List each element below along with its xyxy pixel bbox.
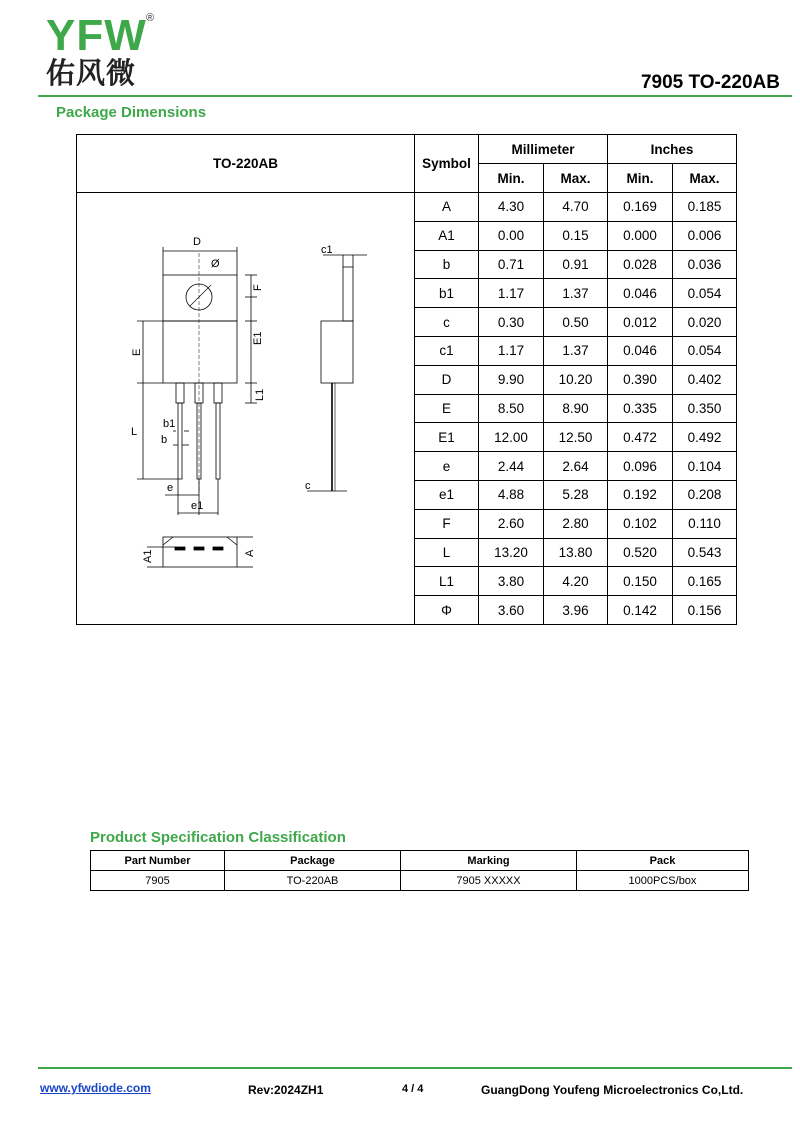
- lead-left: [178, 403, 182, 479]
- dim-mm-min: 0.30: [479, 308, 544, 337]
- dim-mm-max: 1.37: [544, 336, 608, 365]
- dim-mm-max: 4.70: [544, 193, 608, 222]
- dim-in-max: 0.020: [673, 308, 737, 337]
- dim-mm-max: 13.80: [544, 538, 608, 567]
- mm-max-header: Max.: [544, 164, 608, 193]
- label-b1: b1: [163, 418, 176, 430]
- dim-in-min: 0.150: [608, 567, 673, 596]
- dim-symbol: Φ: [415, 596, 479, 625]
- dimensions-table: [76, 134, 737, 625]
- dim-symbol: e1: [415, 480, 479, 509]
- label-A1: A1: [142, 549, 154, 563]
- dim-mm-max: 1.37: [544, 279, 608, 308]
- dim-symbol: c1: [415, 336, 479, 365]
- dim-in-max: 0.036: [673, 250, 737, 279]
- label-E1: E1: [252, 331, 264, 345]
- inches-header: Inches: [608, 135, 737, 164]
- dim-in-max: 0.402: [673, 365, 737, 394]
- dim-mm-min: 8.50: [479, 394, 544, 423]
- dim-in-min: 0.028: [608, 250, 673, 279]
- dim-mm-max: 10.20: [544, 365, 608, 394]
- spec-header-part-number: Part Number: [91, 851, 225, 871]
- spec-classification-title: Product Specification Classification: [90, 829, 346, 846]
- dim-in-min: 0.390: [608, 365, 673, 394]
- label-phi: Ø: [211, 258, 220, 270]
- label-L1: L1: [254, 388, 266, 401]
- dim-mm-max: 0.50: [544, 308, 608, 337]
- dim-mm-min: 1.17: [479, 279, 544, 308]
- spec-header-package: Package: [225, 851, 401, 871]
- dim-mm-min: 13.20: [479, 538, 544, 567]
- company-name: GuangDong Youfeng Microelectronics Co,Ltd.: [481, 1083, 744, 1097]
- label-c: c: [305, 480, 311, 492]
- dim-mm-min: 3.60: [479, 596, 544, 625]
- page-number: 4 / 4: [402, 1083, 424, 1095]
- label-e: e: [167, 482, 174, 494]
- dim-in-max: 0.165: [673, 567, 737, 596]
- spec-header-marking: Marking: [401, 851, 577, 871]
- dim-symbol: E1: [415, 423, 479, 452]
- package-drawing-cell: [77, 193, 415, 625]
- label-D: D: [193, 236, 201, 248]
- dim-mm-min: 2.44: [479, 452, 544, 481]
- body-outline: [163, 321, 237, 383]
- dim-mm-max: 3.96: [544, 596, 608, 625]
- lead-left-wide: [176, 383, 184, 403]
- tab-outline: [163, 275, 237, 321]
- dim-symbol: c: [415, 308, 479, 337]
- dim-mm-min: 0.00: [479, 221, 544, 250]
- dim-mm-min: 12.00: [479, 423, 544, 452]
- dim-in-max: 0.006: [673, 221, 737, 250]
- header-divider: [38, 95, 792, 97]
- bottom-view-body: [163, 537, 237, 567]
- dim-symbol: L1: [415, 567, 479, 596]
- dim-in-min: 0.000: [608, 221, 673, 250]
- dim-in-min: 0.192: [608, 480, 673, 509]
- spec-marking: 7905 XXXXX: [401, 871, 577, 891]
- to220-drawing: [77, 193, 413, 623]
- symbol-header: Symbol: [415, 135, 479, 193]
- millimeter-header: Millimeter: [479, 135, 608, 164]
- dim-in-min: 0.472: [608, 423, 673, 452]
- dim-in-min: 0.012: [608, 308, 673, 337]
- dim-symbol: e: [415, 452, 479, 481]
- dim-in-min: 0.169: [608, 193, 673, 222]
- dim-mm-max: 2.80: [544, 509, 608, 538]
- dim-mm-max: 5.28: [544, 480, 608, 509]
- dim-symbol: A1: [415, 221, 479, 250]
- dim-mm-min: 3.80: [479, 567, 544, 596]
- dim-in-min: 0.142: [608, 596, 673, 625]
- dim-mm-max: 2.64: [544, 452, 608, 481]
- dim-in-max: 0.543: [673, 538, 737, 567]
- label-F: F: [252, 284, 264, 291]
- dim-in-max: 0.054: [673, 279, 737, 308]
- dim-in-min: 0.046: [608, 279, 673, 308]
- mm-min-header: Min.: [479, 164, 544, 193]
- footer-divider: [38, 1067, 792, 1069]
- dim-in-max: 0.350: [673, 394, 737, 423]
- label-c1: c1: [321, 244, 333, 256]
- dim-in-max: 0.104: [673, 452, 737, 481]
- lead-right-wide: [214, 383, 222, 403]
- logo: YFW: [46, 11, 147, 60]
- dim-symbol: F: [415, 509, 479, 538]
- dim-mm-max: 0.91: [544, 250, 608, 279]
- dim-mm-min: 2.60: [479, 509, 544, 538]
- package-dimensions-title: Package Dimensions: [56, 104, 207, 121]
- dim-mm-max: 12.50: [544, 423, 608, 452]
- dim-in-max: 0.054: [673, 336, 737, 365]
- dim-in-max: 0.110: [673, 509, 737, 538]
- dim-symbol: A: [415, 193, 479, 222]
- spec-pack: 1000PCS/box: [577, 871, 749, 891]
- dim-symbol: b: [415, 250, 479, 279]
- dim-mm-max: 4.20: [544, 567, 608, 596]
- dim-in-max: 0.156: [673, 596, 737, 625]
- spec-header-pack: Pack: [577, 851, 749, 871]
- dim-mm-max: 0.15: [544, 221, 608, 250]
- revision: Rev:2024ZH1: [248, 1083, 324, 1097]
- dim-mm-min: 4.88: [479, 480, 544, 509]
- lead-right: [216, 403, 220, 479]
- website-link[interactable]: www.yfwdiode.com: [40, 1081, 151, 1095]
- registered-mark: ®: [146, 12, 155, 24]
- dim-in-max: 0.185: [673, 193, 737, 222]
- label-A: A: [244, 549, 256, 557]
- dim-mm-max: 8.90: [544, 394, 608, 423]
- dim-in-min: 0.046: [608, 336, 673, 365]
- dim-mm-min: 1.17: [479, 336, 544, 365]
- dim-in-min: 0.102: [608, 509, 673, 538]
- dim-mm-min: 0.71: [479, 250, 544, 279]
- label-E: E: [131, 348, 143, 356]
- dim-symbol: D: [415, 365, 479, 394]
- dim-in-min: 0.096: [608, 452, 673, 481]
- dim-mm-min: 4.30: [479, 193, 544, 222]
- dim-symbol: b1: [415, 279, 479, 308]
- document-title: 7905 TO-220AB: [640, 72, 780, 93]
- dim-symbol: E: [415, 394, 479, 423]
- dim-symbol: L: [415, 538, 479, 567]
- label-L: L: [131, 426, 138, 438]
- spec-part-number: 7905: [91, 871, 225, 891]
- label-e1: e1: [191, 500, 204, 512]
- in-max-header: Max.: [673, 164, 737, 193]
- dim-mm-min: 9.90: [479, 365, 544, 394]
- dim-in-min: 0.335: [608, 394, 673, 423]
- in-min-header: Min.: [608, 164, 673, 193]
- spec-table: [90, 850, 749, 891]
- label-b: b: [161, 434, 168, 446]
- dim-in-max: 0.208: [673, 480, 737, 509]
- side-body: [321, 321, 353, 383]
- package-header: TO-220AB: [77, 135, 415, 193]
- dim-in-min: 0.520: [608, 538, 673, 567]
- spec-package: TO-220AB: [225, 871, 401, 891]
- logo-chinese-name: 佑风微: [46, 58, 137, 90]
- dim-in-max: 0.492: [673, 423, 737, 452]
- side-tab: [343, 267, 353, 321]
